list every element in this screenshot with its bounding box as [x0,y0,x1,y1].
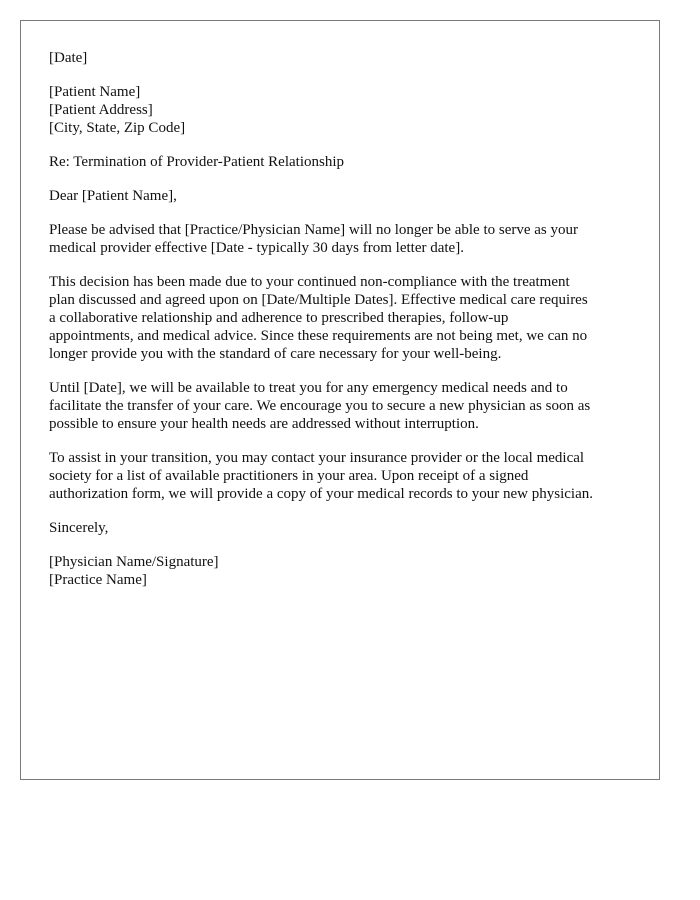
salutation-block [49,187,635,205]
letter-salutation: Dear [Patient Name], [49,188,177,204]
paragraph-line: plan discussed and agreed upon on [Date/Multiple Dates]. Effective medical care requires [49,292,588,308]
recipient-city-state-zip: [City, State, Zip Code] [49,120,186,136]
signature-block [49,553,635,589]
letter-closing: Sincerely, [49,520,109,536]
signature-practice: [Practice Name] [49,572,147,588]
paragraph-line: society for a list of available practitioners in your area. Upon receipt of a signed [49,468,529,484]
closing-block [49,519,635,537]
letter-date-block [49,49,635,67]
paragraph-reason [49,273,635,363]
recipient-block [49,83,635,137]
recipient-name: [Patient Name] [49,84,141,100]
paragraph-line: longer provide you with the standard of care necessary for your well-being. [49,346,502,362]
letter-subject: Re: Termination of Provider-Patient Relationship [49,154,344,170]
paragraph-line: Please be advised that [Practice/Physician Name] will no longer be able to serve as your [49,222,578,238]
paragraph-line: medical provider effective [Date - typically 30 days from letter date]. [49,240,464,256]
paragraph-line: a collaborative relationship and adherence to prescribed therapies, follow-up [49,310,509,326]
paragraph-line: This decision has been made due to your continued non-compliance with the treatment [49,274,570,290]
letter-body [49,49,635,605]
subject-block [49,153,635,171]
letter-page [20,20,660,780]
paragraph-availability [49,379,635,433]
paragraph-transition [49,449,635,503]
paragraph-line: appointments, and medical advice. Since these requirements are not being met, we can no [49,328,588,344]
paragraph-line: authorization form, we will provide a copy of your medical records to your new physician. [49,486,594,502]
signature-name: [Physician Name/Signature] [49,554,219,570]
letter-date: [Date] [49,50,88,66]
recipient-address: [Patient Address] [49,102,153,118]
paragraph-line: possible to ensure your health needs are addressed without interruption. [49,416,479,432]
paragraph-line: facilitate the transfer of your care. We encourage you to secure a new physician as soon as [49,398,591,414]
paragraph-line: To assist in your transition, you may contact your insurance provider or the local medical [49,450,585,466]
paragraph-line: Until [Date], we will be available to treat you for any emergency medical needs and to [49,380,568,396]
paragraph-notice [49,221,635,257]
